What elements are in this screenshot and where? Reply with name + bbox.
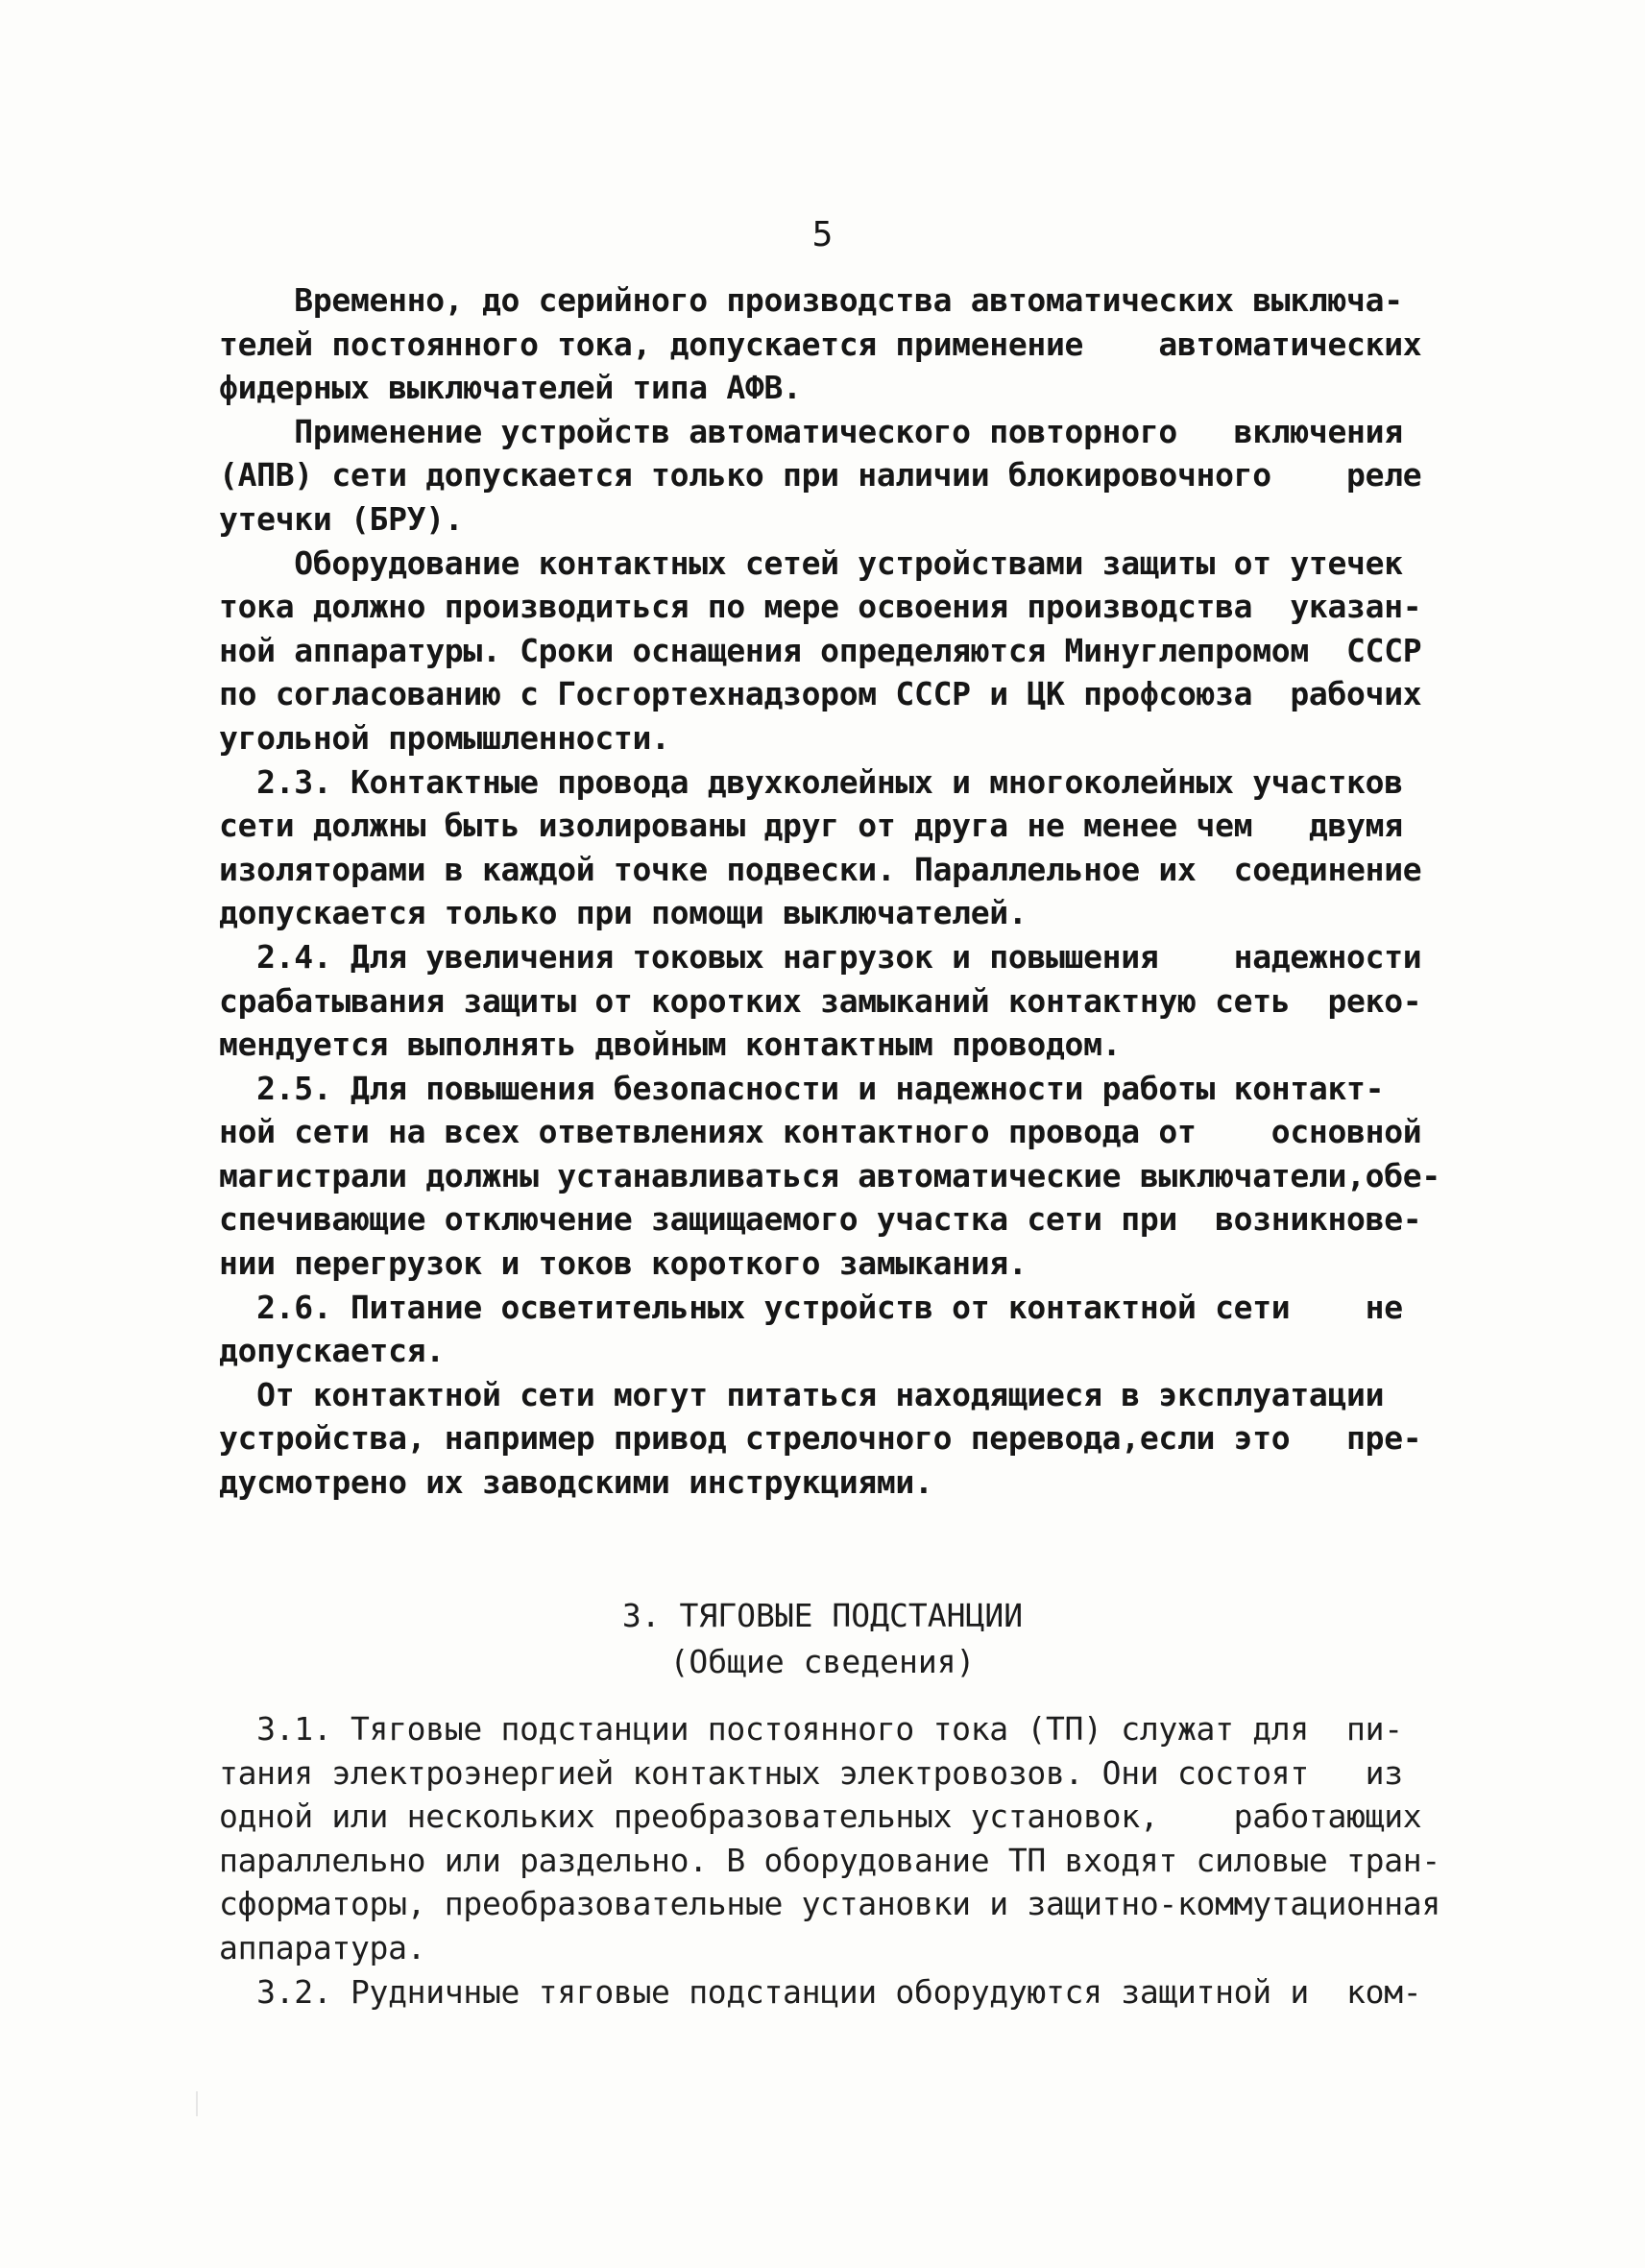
page-number: 5 xyxy=(811,215,834,254)
text-line: фидерных выключателей типа АФВ. xyxy=(219,369,802,407)
text-line: допускается. xyxy=(219,1332,445,1370)
scan-artifact xyxy=(196,2091,198,2116)
text-line: Временно, до серийного производства автоматических выключа- xyxy=(219,281,1403,319)
text-line: аппаратура. xyxy=(219,1928,426,1966)
text-line: 3.2. Рудничные тяговые подстанции оборудуются защитной и ком- xyxy=(219,1972,1422,2011)
text-line: допускается только при помощи выключателей. xyxy=(219,894,1028,932)
text-line: 2.6. Питание осветительных устройств от контактной сети не xyxy=(219,1288,1403,1326)
text-line: устройства, например привод стрелочного перевода,если это пре- xyxy=(219,1419,1422,1458)
text-line: спечивающие отключение защищаемого участка сети при возникнове- xyxy=(219,1200,1422,1239)
text-line: нии перегрузок и токов короткого замыкания. xyxy=(219,1244,1028,1283)
text-line: 2.5. Для повышения безопасности и надежности работы контакт- xyxy=(219,1069,1385,1107)
text-line: тания электроэнергией контактных электровозов. Они состоят из xyxy=(219,1753,1403,1792)
text-line: телей постоянного тока, допускается применение автоматических xyxy=(219,325,1422,363)
text-line: От контактной сети могут питаться находящиеся в эксплуатации xyxy=(219,1375,1385,1413)
text-line: Применение устройств автоматического повторного включения xyxy=(219,412,1403,450)
text-line: изоляторами в каждой точке подвески. Параллельное их соединение xyxy=(219,850,1422,888)
text-line: (АПВ) сети допускается только при наличии блокировочного реле xyxy=(219,456,1422,495)
text-line: ной аппаратуры. Сроки оснащения определяются Минуглепромом СССР xyxy=(219,631,1422,669)
text-line: сети должны быть изолированы друг от друга не менее чем двумя xyxy=(219,807,1403,845)
text-line: Оборудование контактных сетей устройствами защиты от утечек xyxy=(219,543,1403,582)
text-block-section-3 xyxy=(219,1707,1440,2014)
text-line: магистрали должны устанавливаться автоматические выключатели,обе- xyxy=(219,1156,1440,1194)
text-line: 2.4. Для увеличения токовых нагрузок и повышения надежности xyxy=(219,937,1422,976)
text-line: тока должно производиться по мере освоения производства указан- xyxy=(219,588,1422,626)
text-line: мендуется выполнять двойным контактным проводом. xyxy=(219,1025,1122,1064)
text-line: срабатывания защиты от коротких замыканий контактную сеть реко- xyxy=(219,981,1422,1020)
text-line: параллельно или раздельно. В оборудование ТП входят силовые тран- xyxy=(219,1841,1440,1879)
text-line: угольной промышленности. xyxy=(219,718,670,757)
text-line: ной сети на всех ответвлениях контактного провода от основной xyxy=(219,1113,1422,1151)
text-line: одной или нескольких преобразовательных установок, работающих xyxy=(219,1798,1422,1836)
text-line: утечки (БРУ). xyxy=(219,499,464,538)
text-line: по согласованию с Госгортехнадзором СССР и ЦК профсоюза рабочих xyxy=(219,675,1422,713)
section-subheading: (Общие сведения) xyxy=(669,1643,976,1680)
text-line: 3.1. Тяговые подстанции постоянного тока (ТП) служат для пи- xyxy=(219,1710,1403,1748)
section-heading: 3. ТЯГОВЫЕ ПОДСТАНЦИИ xyxy=(621,1597,1024,1634)
text-block-section-2 xyxy=(219,278,1440,1505)
text-line: дусмотрено их заводскими инструкциями. xyxy=(219,1463,933,1502)
text-line: 2.3. Контактные провода двухколейных и многоколейных участков xyxy=(219,762,1403,801)
text-line: сформаторы, преобразовательные установки и защитно-коммутационная xyxy=(219,1885,1440,1923)
